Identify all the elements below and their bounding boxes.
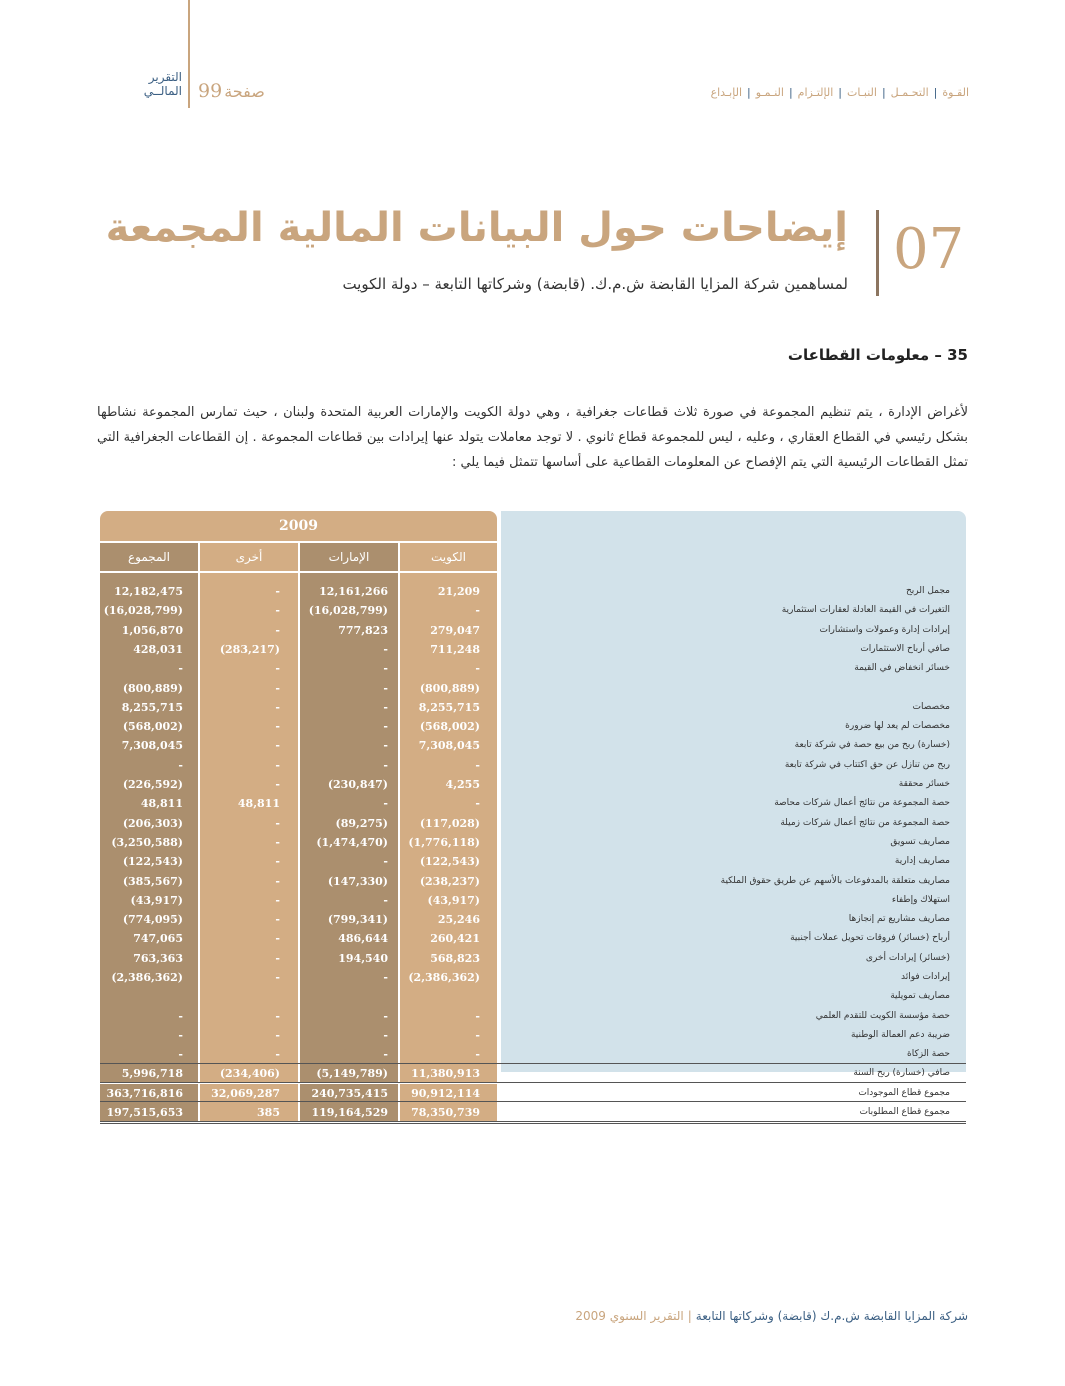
page-word: صفحة bbox=[224, 82, 265, 101]
value-uae: 119,164,529 bbox=[311, 1106, 388, 1119]
value-uae: (89,275) bbox=[335, 816, 388, 830]
value-uae: - bbox=[383, 855, 388, 869]
value-kuwait: 78,350,739 bbox=[411, 1106, 480, 1119]
row-label: مصاريف إدارية bbox=[894, 856, 950, 867]
value-other: - bbox=[275, 662, 280, 676]
value-uae: 194,540 bbox=[338, 951, 388, 965]
note-paragraph: لأغراض الإدارة ، يتم تنظيم المجموعة في صورة ثلاث قطاعات جغرافية ، وهي دولة الكويت والإمارات العربية المتحدة ولبنان ، حيث تمارس المجموعة نشاطها بشكل رئيسي في القطاع العقاري ، وعليه ، ليس للمجموعة قطاع ثانوي . لا توجد معاملات يتولد عنها إيرادات بين قطاعات المجموعة . إن القطاعات الجغرافية التي تمثل القطاعات الرئيسية التي يتم الإفصاح عن المعلومات القطاعية على أساسها تتمثل فيما يلي : bbox=[97, 405, 968, 470]
value-total: 428,031 bbox=[133, 642, 183, 656]
values-strip bbox=[711, 86, 969, 99]
value-kuwait: 260,421 bbox=[430, 932, 480, 946]
value-total: 363,716,816 bbox=[106, 1086, 183, 1100]
value-other: 385 bbox=[257, 1106, 280, 1119]
row-label: حصة مؤسسة الكويت للتقدم العلمي bbox=[815, 1010, 950, 1021]
row-label: ضريبة دعم العمالة الوطنية bbox=[850, 1029, 950, 1040]
value-other: - bbox=[275, 720, 280, 734]
row-label: (خسارة) ربح من بيع حصة في شركة تابعة bbox=[794, 740, 950, 751]
table-row bbox=[100, 717, 966, 736]
section-subtitle: لمساهمين شركة المزايا القابضة ش.م.ك. (قابضة) وشركاتها التابعة – دولة الكويت bbox=[342, 275, 848, 293]
value-other: - bbox=[275, 1028, 280, 1042]
values-separator: | bbox=[838, 86, 842, 99]
table-row bbox=[100, 987, 966, 1006]
table-row bbox=[100, 949, 966, 968]
table-row bbox=[100, 910, 966, 929]
value-item: النبـات bbox=[846, 86, 877, 99]
value-total: (800,889) bbox=[122, 681, 183, 695]
value-item: النـمـو bbox=[755, 86, 784, 99]
value-kuwait: - bbox=[475, 1048, 480, 1062]
table-row bbox=[100, 775, 966, 794]
report-label-line2: المالــي bbox=[143, 84, 182, 98]
footer-separator: | bbox=[687, 1309, 692, 1323]
value-item: الإلتـزام bbox=[797, 86, 834, 99]
value-other: - bbox=[275, 835, 280, 849]
table-row bbox=[100, 814, 966, 833]
value-uae: 240,735,415 bbox=[311, 1086, 388, 1100]
row-label: مجموع قطاع الموجودات bbox=[858, 1087, 950, 1098]
table-row bbox=[100, 929, 966, 948]
table-row bbox=[100, 1007, 966, 1026]
value-uae: - bbox=[383, 681, 388, 695]
value-uae: - bbox=[383, 739, 388, 753]
value-other: - bbox=[275, 758, 280, 772]
total-row bbox=[100, 1064, 966, 1083]
value-uae: - bbox=[383, 971, 388, 984]
value-uae: - bbox=[383, 700, 388, 714]
table-row bbox=[100, 756, 966, 775]
page-indicator bbox=[198, 80, 265, 102]
values-separator: | bbox=[747, 86, 751, 99]
value-other: (234,406) bbox=[219, 1067, 280, 1080]
table-rule bbox=[100, 1063, 966, 1064]
value-other: - bbox=[275, 893, 280, 907]
table-rule bbox=[100, 1123, 966, 1124]
value-uae: (16,028,799) bbox=[308, 604, 388, 618]
column-header-uae: الإمارات bbox=[300, 543, 398, 573]
value-uae: 12,161,266 bbox=[319, 585, 388, 598]
value-total: 5,996,718 bbox=[121, 1067, 183, 1080]
value-kuwait: (1,776,118) bbox=[408, 835, 480, 849]
table-rule bbox=[100, 1121, 966, 1122]
value-other: - bbox=[275, 778, 280, 791]
value-uae: - bbox=[383, 797, 388, 811]
table-row bbox=[100, 1026, 966, 1045]
value-other: 32,069,287 bbox=[211, 1086, 280, 1100]
value-uae: (799,341) bbox=[327, 913, 388, 927]
value-total: (122,543) bbox=[122, 855, 183, 869]
total-row bbox=[100, 1103, 966, 1122]
value-total: - bbox=[178, 1048, 183, 1062]
year-header: 2009 bbox=[100, 511, 497, 541]
value-kuwait: 25,246 bbox=[437, 913, 480, 927]
value-total: (3,250,588) bbox=[111, 835, 183, 849]
value-kuwait bbox=[400, 987, 480, 1006]
value-kuwait: (238,237) bbox=[419, 874, 480, 888]
value-kuwait: 568,823 bbox=[430, 951, 480, 965]
value-kuwait: 7,308,045 bbox=[418, 739, 480, 753]
section-divider bbox=[876, 210, 879, 296]
row-label: مخصصات bbox=[912, 701, 950, 712]
value-kuwait: (2,386,362) bbox=[408, 971, 480, 984]
value-kuwait: (117,028) bbox=[419, 816, 480, 830]
value-total: (385,567) bbox=[122, 874, 183, 888]
value-total: 1,056,870 bbox=[121, 623, 183, 637]
value-total: (206,303) bbox=[122, 816, 183, 830]
value-uae: 777,823 bbox=[338, 623, 388, 637]
table-row bbox=[100, 1045, 966, 1064]
footer bbox=[575, 1309, 968, 1323]
table-row bbox=[100, 621, 966, 640]
row-label: حصة الزكاة bbox=[906, 1049, 950, 1060]
row-label: مصاريف تمويلية bbox=[890, 991, 950, 1002]
footer-report: التقرير السنوي 2009 bbox=[575, 1309, 684, 1323]
value-other: - bbox=[275, 585, 280, 598]
footer-company: شركة المزايا القابضة ش.م.ك (قابضة) وشركاتها التابعة bbox=[695, 1309, 968, 1323]
value-kuwait: 8,255,715 bbox=[418, 700, 480, 714]
value-other: - bbox=[275, 700, 280, 714]
value-other: - bbox=[275, 913, 280, 927]
value-other: - bbox=[275, 816, 280, 830]
value-kuwait: 279,047 bbox=[430, 623, 480, 637]
values-separator: | bbox=[881, 86, 886, 99]
column-header-other: أخرى bbox=[200, 543, 298, 573]
row-label: مصاريف تسويق bbox=[890, 836, 950, 847]
section-number: 07 bbox=[893, 217, 965, 282]
value-other: - bbox=[275, 874, 280, 888]
row-label: مجموع قطاع المطلوبات bbox=[859, 1107, 950, 1117]
value-total: (43,917) bbox=[130, 893, 183, 907]
value-other: - bbox=[275, 1048, 280, 1062]
value-total: - bbox=[178, 1028, 183, 1042]
value-total bbox=[100, 987, 183, 1006]
value-total: 8,255,715 bbox=[121, 700, 183, 714]
table-rule bbox=[100, 1082, 966, 1083]
value-total: 747,065 bbox=[133, 932, 183, 946]
value-kuwait: 21,209 bbox=[437, 585, 480, 598]
values-separator: | bbox=[933, 86, 938, 99]
value-uae: - bbox=[383, 642, 388, 656]
row-label: صافي أرباح الاستثمارات bbox=[860, 643, 950, 654]
value-kuwait: - bbox=[475, 1028, 480, 1042]
value-uae: (147,330) bbox=[327, 874, 388, 888]
value-total: (2,386,362) bbox=[111, 971, 183, 984]
value-total: - bbox=[178, 1009, 183, 1023]
row-label: حصة المجموعة من نتائج أعمال شركات محاصة bbox=[774, 798, 950, 809]
value-kuwait: 4,255 bbox=[445, 778, 480, 791]
value-total: 48,811 bbox=[140, 797, 183, 811]
table-row bbox=[100, 968, 966, 987]
report-label-line1: التقرير bbox=[148, 70, 182, 84]
row-label: إيرادات فوائد bbox=[901, 972, 950, 982]
value-kuwait: 711,248 bbox=[430, 642, 480, 656]
section-title: إيضاحات حول البيانات المالية المجمعة bbox=[105, 205, 848, 251]
row-label: خسائر محققة bbox=[898, 779, 950, 789]
value-kuwait: 11,380,913 bbox=[411, 1067, 480, 1080]
values-separator: | bbox=[788, 86, 793, 99]
row-label: مصاريف متعلقة بالمدفوعات بالأسهم عن طريق حقوق الملكية bbox=[720, 875, 950, 886]
total-row bbox=[100, 1084, 966, 1103]
table-row bbox=[100, 601, 966, 620]
row-label: ربح من تنازل عن حق اكتتاب في شركة تابعة bbox=[784, 759, 950, 770]
value-total: (568,002) bbox=[122, 720, 183, 734]
value-total: (16,028,799) bbox=[103, 604, 183, 618]
row-label: إيرادات إدارة وعمولات واستشارات bbox=[819, 624, 950, 635]
page-number: 99 bbox=[198, 80, 223, 102]
value-kuwait: - bbox=[475, 797, 480, 811]
table-row bbox=[100, 891, 966, 910]
value-kuwait: - bbox=[475, 662, 480, 676]
value-uae: (1,474,470) bbox=[316, 835, 388, 849]
value-other: 48,811 bbox=[237, 797, 280, 811]
row-label: صافي (خسارة) ربح السنة bbox=[853, 1068, 950, 1078]
row-label: التغيرات في القيمة العادلة لعقارات استثمارية bbox=[781, 605, 950, 616]
value-other: - bbox=[275, 855, 280, 869]
value-total: 7,308,045 bbox=[121, 739, 183, 753]
value-uae: - bbox=[383, 1009, 388, 1023]
value-item: الإبـداع bbox=[710, 86, 742, 99]
row-label: (خسائر) إيرادات أخرى bbox=[865, 952, 950, 963]
value-other: - bbox=[275, 623, 280, 637]
value-other: - bbox=[275, 1009, 280, 1023]
value-kuwait: (568,002) bbox=[419, 720, 480, 734]
value-uae: - bbox=[383, 662, 388, 676]
table-rule bbox=[100, 1101, 966, 1102]
value-uae: - bbox=[383, 893, 388, 907]
value-other: (283,217) bbox=[219, 642, 280, 656]
value-uae: (5,149,789) bbox=[316, 1067, 388, 1080]
value-other: - bbox=[275, 681, 280, 695]
value-total: 12,182,475 bbox=[114, 585, 183, 598]
value-other bbox=[200, 987, 280, 1006]
column-header-total: المجموع bbox=[100, 543, 198, 573]
row-label: خسائر انخفاض في القيمة bbox=[854, 663, 950, 674]
value-uae: - bbox=[383, 720, 388, 734]
table-row bbox=[100, 640, 966, 659]
value-kuwait: 90,912,114 bbox=[411, 1086, 480, 1100]
table-row bbox=[100, 679, 966, 698]
row-label: مجمل الربح bbox=[905, 586, 950, 596]
header-divider bbox=[188, 0, 190, 108]
value-item: القـوة bbox=[942, 86, 969, 99]
value-total: (774,095) bbox=[122, 913, 183, 927]
value-total: - bbox=[178, 758, 183, 772]
value-total: 197,515,653 bbox=[106, 1106, 183, 1119]
value-uae: 486,644 bbox=[338, 932, 388, 946]
value-uae: (230,847) bbox=[327, 778, 388, 791]
value-total: (226,592) bbox=[122, 778, 183, 791]
value-kuwait: - bbox=[475, 1009, 480, 1023]
value-total: - bbox=[178, 662, 183, 676]
row-label: استهلاك وإطفاء bbox=[891, 894, 950, 905]
value-uae: - bbox=[383, 758, 388, 772]
report-label bbox=[132, 70, 182, 98]
table-row bbox=[100, 872, 966, 891]
value-other: - bbox=[275, 932, 280, 946]
table-row bbox=[100, 698, 966, 717]
value-uae: - bbox=[383, 1048, 388, 1062]
value-other: - bbox=[275, 951, 280, 965]
value-other: - bbox=[275, 604, 280, 618]
value-other: - bbox=[275, 971, 280, 984]
column-header-kuwait: الكويت bbox=[400, 543, 497, 573]
value-other: - bbox=[275, 739, 280, 753]
value-item: التحـمـل bbox=[890, 86, 929, 99]
value-uae bbox=[300, 987, 388, 1006]
row-label: مخصصات لم يعد لها ضرورة bbox=[845, 721, 950, 732]
row-label: أرباح (خسائر) فروقات تحويل عملات أجنبية bbox=[790, 933, 950, 944]
value-kuwait: (43,917) bbox=[427, 893, 480, 907]
value-total: 763,363 bbox=[133, 951, 183, 965]
value-kuwait: (122,543) bbox=[419, 855, 480, 869]
value-kuwait: (800,889) bbox=[419, 681, 480, 695]
value-kuwait: - bbox=[475, 604, 480, 618]
table-row bbox=[100, 736, 966, 755]
value-kuwait: - bbox=[475, 758, 480, 772]
row-label: حصة المجموعة من نتائج أعمال شركات زميلة bbox=[780, 817, 950, 828]
table-row bbox=[100, 659, 966, 678]
table-row bbox=[100, 582, 966, 601]
note-heading: 35 – معلومات القطاعات bbox=[787, 346, 968, 364]
value-uae: - bbox=[383, 1028, 388, 1042]
table-row bbox=[100, 852, 966, 871]
table-row bbox=[100, 833, 966, 852]
row-label: مصاريف مشاريع تم إنجازها bbox=[848, 914, 950, 925]
table-row bbox=[100, 794, 966, 813]
